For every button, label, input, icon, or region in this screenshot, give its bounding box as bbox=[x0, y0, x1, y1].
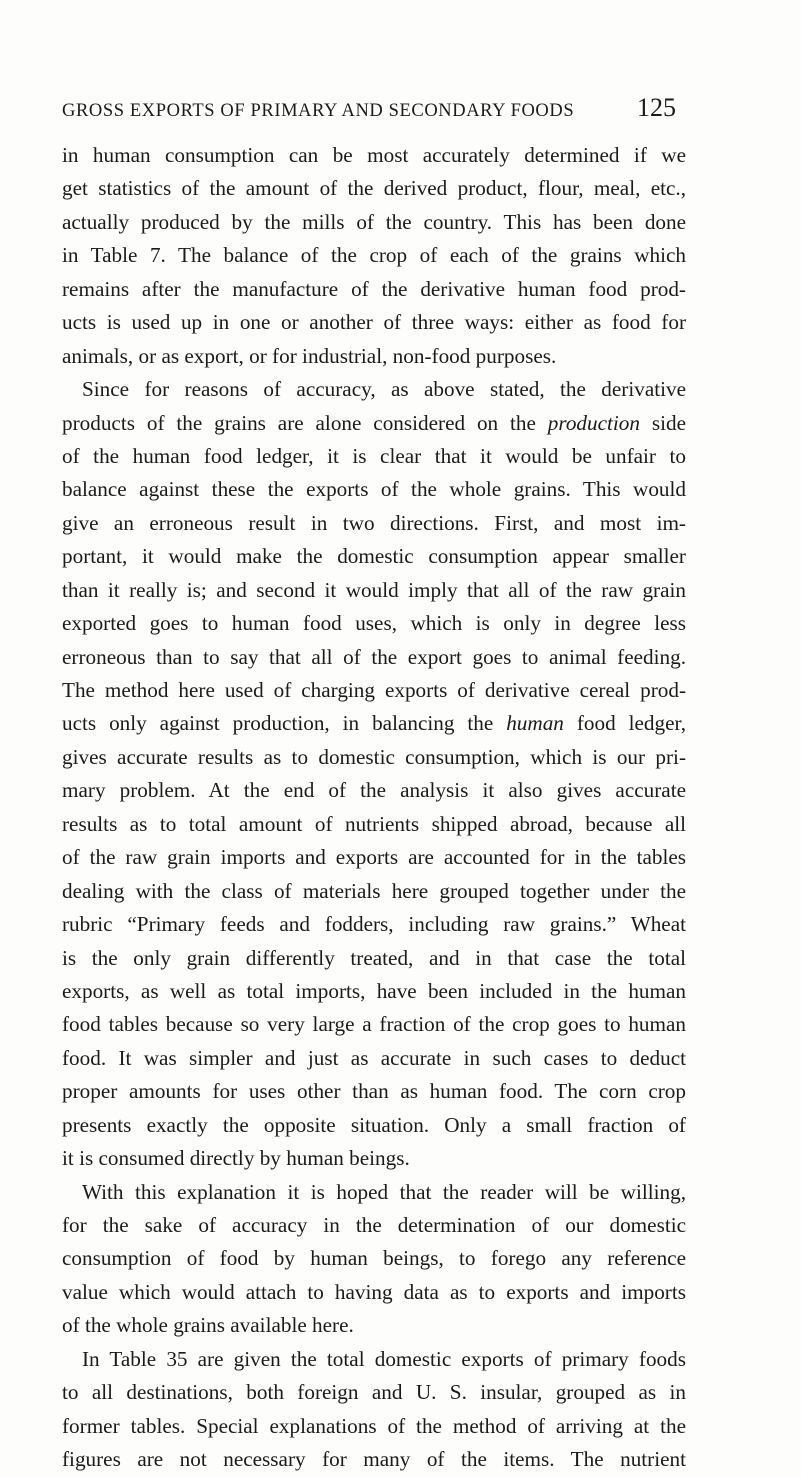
text-line: actually produced by the mills of the country. This has been done bbox=[62, 209, 686, 234]
text-line: In Table 35 are given the total domestic exports of primary foods bbox=[82, 1346, 686, 1371]
text-line: food. It was simpler and just as accurate in such cases to deduct bbox=[62, 1045, 686, 1070]
text-line: proper amounts for uses other than as human food. The corn crop bbox=[62, 1079, 686, 1104]
emphasis: production bbox=[547, 410, 640, 435]
body-text bbox=[62, 139, 686, 1477]
text-line: than it really is; and second it would imply that all of the raw grain bbox=[62, 577, 686, 602]
text-line: give an erroneous result in two directions. First, and most im- bbox=[62, 510, 686, 535]
text-line: figures are not necessary for many of the items. The nutrient bbox=[62, 1447, 686, 1472]
running-head bbox=[62, 93, 676, 123]
text-line: food tables because so very large a fraction of the crop goes to human bbox=[62, 1012, 686, 1037]
running-title: GROSS EXPORTS OF PRIMARY AND SECONDARY FOODS bbox=[62, 101, 575, 121]
text-line: value which would attach to having data as to exports and imports bbox=[62, 1279, 686, 1304]
text-line: exports, as well as total imports, have been included in the human bbox=[62, 978, 686, 1003]
text-line: mary problem. At the end of the analysis it also gives accurate bbox=[62, 778, 686, 803]
text-line: it is consumed directly by human beings. bbox=[62, 1146, 410, 1171]
text-line: is the only grain differently treated, and in that case the total bbox=[62, 945, 686, 970]
text-line: erroneous than to say that all of the export goes to animal feeding. bbox=[62, 644, 686, 669]
text-line: Since for reasons of accuracy, as above stated, the derivative bbox=[82, 377, 686, 402]
text-line: in Table 7. The balance of the crop of each of the grains which bbox=[62, 243, 686, 268]
text-line: for the sake of accuracy in the determination of our domestic bbox=[62, 1213, 686, 1237]
text-line: dealing with the class of materials here grouped together under the bbox=[62, 878, 686, 903]
text-line: ucts only against production, in balancing the human food ledger, bbox=[62, 711, 686, 736]
emphasis: human bbox=[506, 711, 564, 736]
text-line: remains after the manufacture of the derivative human food prod- bbox=[62, 276, 686, 301]
text-line: rubric “Primary feeds and fodders, including raw grains.” Wheat bbox=[62, 912, 686, 937]
text-line: animals, or as export, or for industrial, non-food purposes. bbox=[62, 343, 557, 368]
text-line: results as to total amount of nutrients shipped abroad, because all bbox=[62, 811, 686, 836]
text-line: exported goes to human food uses, which is only in degree less bbox=[62, 611, 686, 636]
text-line: get statistics of the amount of the derived product, flour, meal, etc., bbox=[62, 176, 686, 201]
text-line: The method here used of charging exports of derivative cereal prod- bbox=[62, 678, 686, 702]
text-line: former tables. Special explanations of the method of arriving at the bbox=[62, 1413, 686, 1438]
text-line: of the raw grain imports and exports are accounted for in the tables bbox=[62, 845, 686, 870]
text-line: products of the grains are alone considered on the production side bbox=[62, 410, 686, 435]
text-line: of the whole grains available here. bbox=[62, 1313, 354, 1338]
text-line: of the human food ledger, it is clear that it would be unfair to bbox=[62, 443, 686, 468]
page-number: 125 bbox=[637, 93, 676, 122]
text-line: in human consumption can be most accurately determined if we bbox=[62, 143, 686, 167]
text-line: balance against these the exports of the whole grains. This would bbox=[62, 477, 686, 502]
text-line: With this explanation it is hoped that the reader will be willing, bbox=[82, 1179, 686, 1204]
text-line: ucts is used up in one or another of three ways: either as food for bbox=[62, 310, 686, 335]
text-line: to all destinations, both foreign and U. S. insular, grouped as in bbox=[62, 1380, 686, 1405]
text-line: gives accurate results as to domestic consumption, which is our pri- bbox=[62, 744, 686, 769]
text-line: consumption of food by human beings, to forego any reference bbox=[62, 1246, 686, 1271]
text-line: presents exactly the opposite situation. Only a small fraction of bbox=[62, 1112, 686, 1137]
text-line: portant, it would make the domestic consumption appear smaller bbox=[62, 544, 686, 569]
